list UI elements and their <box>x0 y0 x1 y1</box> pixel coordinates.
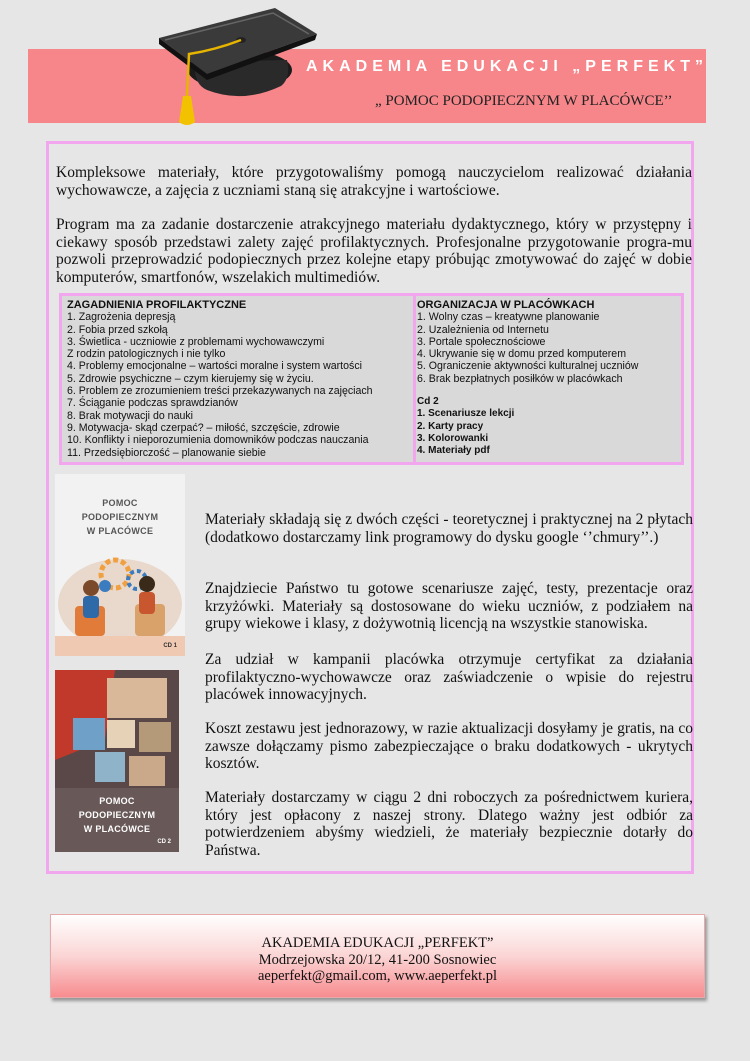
topics-heading-prevention: ZAGADNIENIA PROFILAKTYCZNE <box>67 299 247 311</box>
intro-paragraph-1: Kompleksowe materiały, które przygotowaliśmy pomogą nauczycielom realizować działania wychowawcze, a zajęcia z uczniami staną się atrakcyjne i wartościowe. <box>56 164 692 199</box>
footer-contact-box <box>50 914 705 998</box>
cd1-cover-title: POMOC PODOPIECZNYM W PLACÓWCE <box>81 498 159 536</box>
topic-item: 9. Motywacja- skąd czerpać? – miłość, szczęście, zdrowie <box>67 421 340 434</box>
header-title: AKADEMIA EDUKACJI „PERFEKT” <box>306 58 708 75</box>
topics-heading-organization: ORGANIZACJA W PLACÓWKACH <box>417 299 595 311</box>
cd2-label: CD 2 <box>157 839 171 845</box>
topics-table <box>59 293 684 465</box>
intro-paragraph-2: Program ma za zadanie dostarczenie atrakcyjnego materiału dydaktycznego, który w przystępny i ciekawy sposób przedstawi zalety zajęć profilaktycznych. Profesjonalne przygotowanie progra-mu pozwoli przeprowadzić podopiecznych przez kolejne etapy próbując zmotywować do zajęć w dobie komputerów, smartfonów, wszelakich multimediów. <box>56 216 692 286</box>
cd2-cover-title: POMOC PODOPIECZNYM W PLACÓWCE <box>78 796 156 834</box>
topic-item: 2. Uzależnienia od Internetu <box>417 323 549 336</box>
cd2-item: 1. Scenariusze lekcji <box>417 408 515 420</box>
topic-item: 5. Zdrowie psychiczne – czym kierujemy się w życiu. <box>67 372 314 385</box>
topic-item: 3. Portale społecznościowe <box>417 335 546 348</box>
body-paragraph-cost: Koszt zestawu jest jednorazowy, w razie aktualizacji dosyłamy je gratis, na co zawsze dołączamy pismo zabezpieczające o braku dodatkowych - ukrytych kosztów. <box>205 720 693 772</box>
cd2-heading: Cd 2 <box>417 396 439 408</box>
topic-item: Z rodzin patologicznych i nie tylko <box>67 348 226 361</box>
cd2-item: 2. Karty pracy <box>417 420 484 432</box>
topic-item: 2. Fobia przed szkołą <box>67 323 168 336</box>
column-divider <box>413 296 416 462</box>
topic-item: 6. Problem ze zrozumieniem treści przekazywanych na zajęciach <box>67 385 373 398</box>
topics-column-organization <box>417 299 682 458</box>
cd2-item: 4. Materiały pdf <box>417 445 490 457</box>
topic-item: 5. Ograniczenie aktywności kulturalnej uczniów <box>417 360 639 373</box>
topic-item: 4. Ukrywanie się w domu przed komputerem <box>417 348 627 361</box>
topic-item: 7. Ściąganie podczas sprawdzianów <box>67 397 238 410</box>
cd2-item: 3. Kolorowanki <box>417 432 489 444</box>
body-paragraph-contents: Znajdziecie Państwo tu gotowe scenariusze zajęć, testy, prezentacje oraz krzyżówki. Materiały są dostosowane do wieku uczniów, z podziałem na grupy wiekowe i klasy, z dożywotnią licencją na wszystkie stanowiska. <box>205 580 693 632</box>
footer-address: Modrzejowska 20/12, 41-200 Sosnowiec <box>258 951 497 968</box>
topic-item: 10. Konflikty i nieporozumienia domowników podczas nauczania <box>67 434 369 447</box>
cd1-cover-image <box>55 474 185 656</box>
topic-item: 6. Brak bezpłatnych posiłków w placówkach <box>417 372 623 385</box>
topic-item: 8. Brak motywacji do nauki <box>67 409 194 422</box>
topic-item: 1. Zagrożenia depresją <box>67 311 176 324</box>
topic-item: 11. Przedsiębiorczość – planowanie siebie <box>67 446 266 459</box>
footer-company-name: AKADEMIA EDUKACJI „PERFEKT” <box>261 935 494 951</box>
footer-contact-links[interactable]: aeperfekt@gmail.com, www.aeperfekt.pl <box>257 968 498 984</box>
topic-item: 4. Problemy emocjonalne – wartości moralne i system wartości <box>67 360 362 373</box>
graduation-cap-icon <box>155 4 320 129</box>
body-paragraph-certificate: Za udział w kampanii placówka otrzymuje certyfikat za działania profilaktyczno-wychowawcze oraz zaświadczenie o wpisie do rejestru placówek innowacyjnych. <box>205 651 693 703</box>
body-paragraph-materials: Materiały składają się z dwóch części - teoretycznej i praktycznej na 2 płytach (dodatkowo dostarczamy link programowy do dysku google ‘’chmury’’.) <box>205 511 693 546</box>
body-paragraph-delivery: Materiały dostarczamy w ciągu 2 dni roboczych za pośrednictwem kuriera, który jest opłacony z naszej strony. Dlatego ważny jest odbiór za potwierdzeniem abyśmy wiedzieli, że materiały bezpiecznie dotarły do Państwa. <box>205 789 693 859</box>
topics-column-prevention <box>67 299 412 459</box>
topic-item: 1. Wolny czas – kreatywne planowanie <box>417 311 600 324</box>
header-subtitle: „ POMOC PODOPIECZNYM W PLACÓWCE’’ <box>375 93 673 109</box>
cd2-cover-image <box>55 670 179 852</box>
topic-item: 3. Świetlica - uczniowie z problemami wychowawczymi <box>67 335 325 348</box>
header-banner <box>28 49 706 123</box>
cd1-illustration <box>55 544 185 656</box>
cd1-label: CD 1 <box>163 643 177 649</box>
